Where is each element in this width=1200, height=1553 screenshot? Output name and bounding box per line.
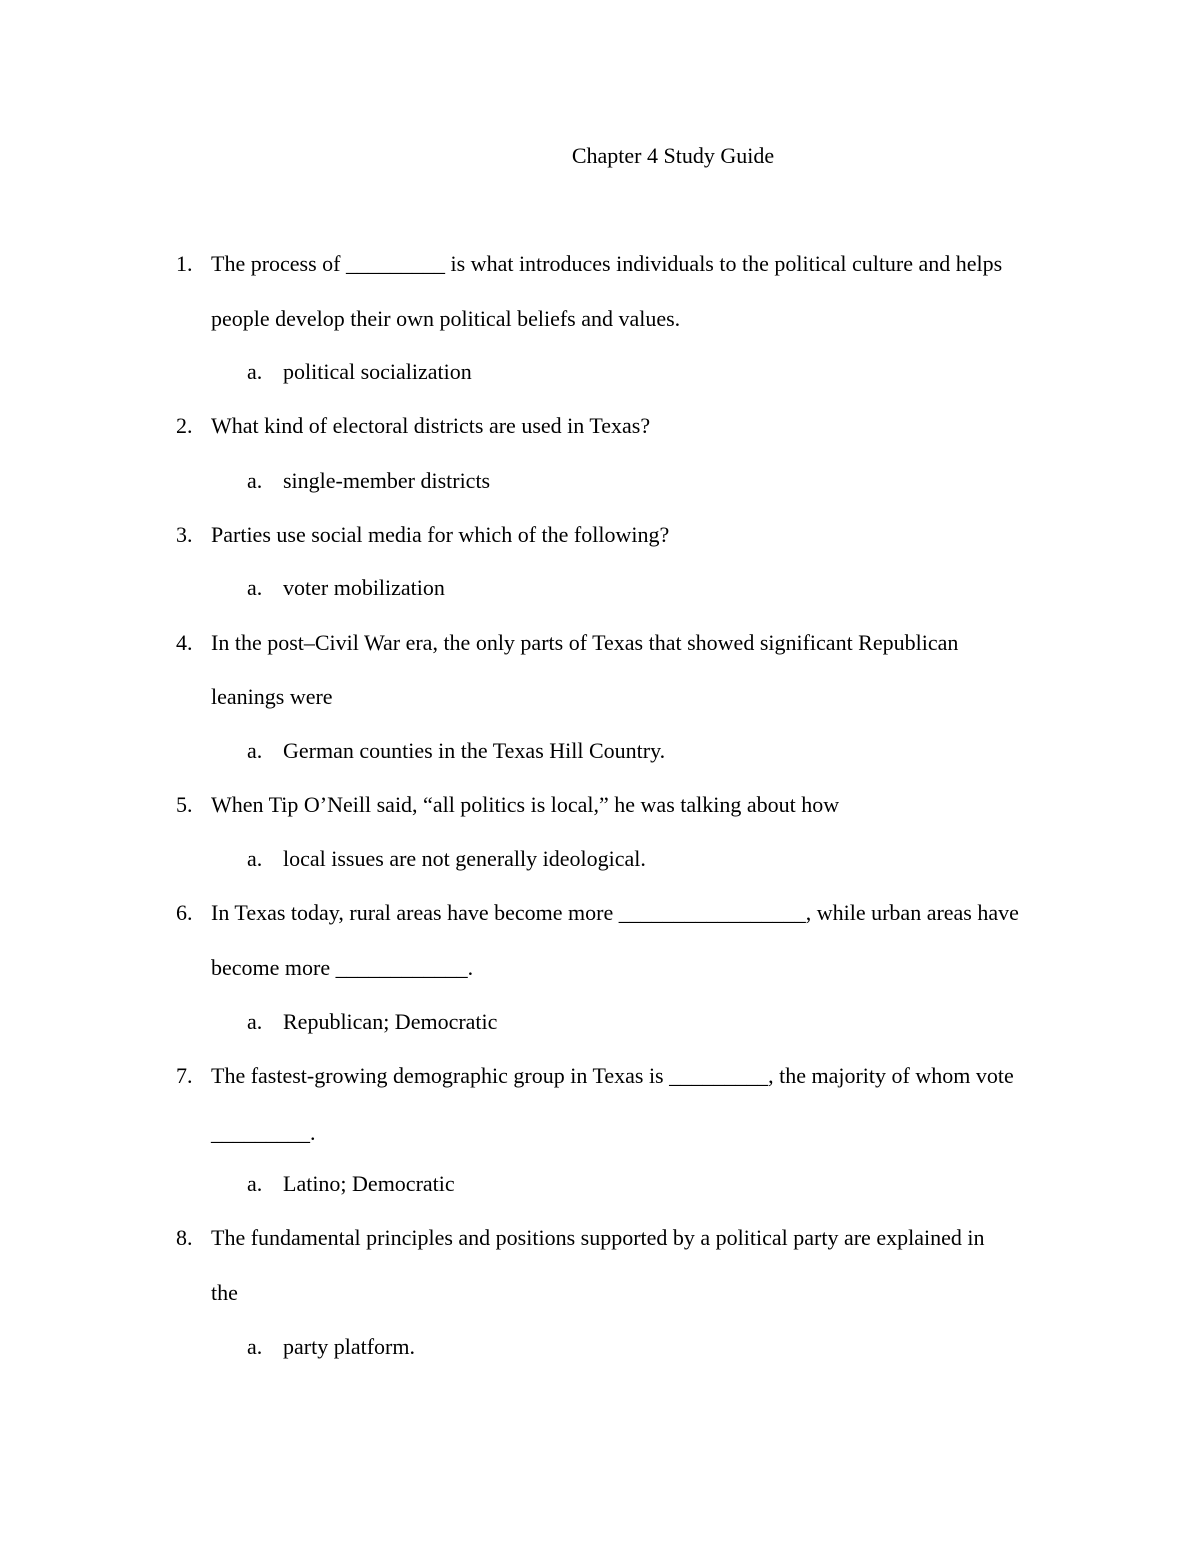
answer-letter: a. <box>247 359 263 384</box>
question-number: 5. <box>176 792 193 817</box>
question-text: In the post–Civil War era, the only parts of Texas that showed significant Republican <box>211 630 959 655</box>
answer-letter: a. <box>247 738 263 763</box>
question-number: 4. <box>176 630 193 655</box>
answer-text: German counties in the Texas Hill Country. <box>283 738 666 763</box>
question-text: become more ____________. <box>211 955 474 980</box>
answer-text: single-member districts <box>283 468 491 493</box>
question-number: 3. <box>176 522 193 547</box>
answer-text: Republican; Democratic <box>283 1009 498 1034</box>
answer-text: political socialization <box>283 359 472 384</box>
question-text: When Tip O’Neill said, “all politics is local,” he was talking about how <box>211 792 840 817</box>
answer-letter: a. <box>247 846 263 871</box>
question-number: 8. <box>176 1225 193 1250</box>
question-text: people develop their own political beliefs and values. <box>211 306 681 331</box>
answer-letter: a. <box>247 468 263 493</box>
answer-text: voter mobilization <box>283 575 445 600</box>
question-text: _________. <box>211 1120 316 1145</box>
question-text: The process of _________ is what introduces individuals to the political culture and helps <box>211 251 1003 276</box>
question-number: 6. <box>176 900 193 925</box>
question-number: 1. <box>176 251 193 276</box>
question-number: 2. <box>176 413 193 438</box>
question-text: What kind of electoral districts are used in Texas? <box>211 413 651 438</box>
answer-text: Latino; Democratic <box>283 1171 455 1196</box>
question-text: the <box>211 1280 238 1305</box>
page-title: Chapter 4 Study Guide <box>571 143 775 168</box>
question-text: Parties use social media for which of the following? <box>211 522 670 547</box>
question-number: 7. <box>176 1063 193 1088</box>
answer-letter: a. <box>247 1334 263 1359</box>
question-text: The fastest-growing demographic group in Texas is _________, the majority of whom vote <box>211 1063 1014 1088</box>
answer-letter: a. <box>247 1009 263 1034</box>
question-text: In Texas today, rural areas have become more _________________, while urban areas have <box>211 900 1019 925</box>
question-text: The fundamental principles and positions supported by a political party are explained in <box>211 1225 985 1250</box>
answer-text: party platform. <box>283 1334 415 1359</box>
question-text: leanings were <box>211 684 333 709</box>
answer-text: local issues are not generally ideological. <box>283 846 646 871</box>
answer-letter: a. <box>247 1171 263 1196</box>
answer-letter: a. <box>247 575 263 600</box>
